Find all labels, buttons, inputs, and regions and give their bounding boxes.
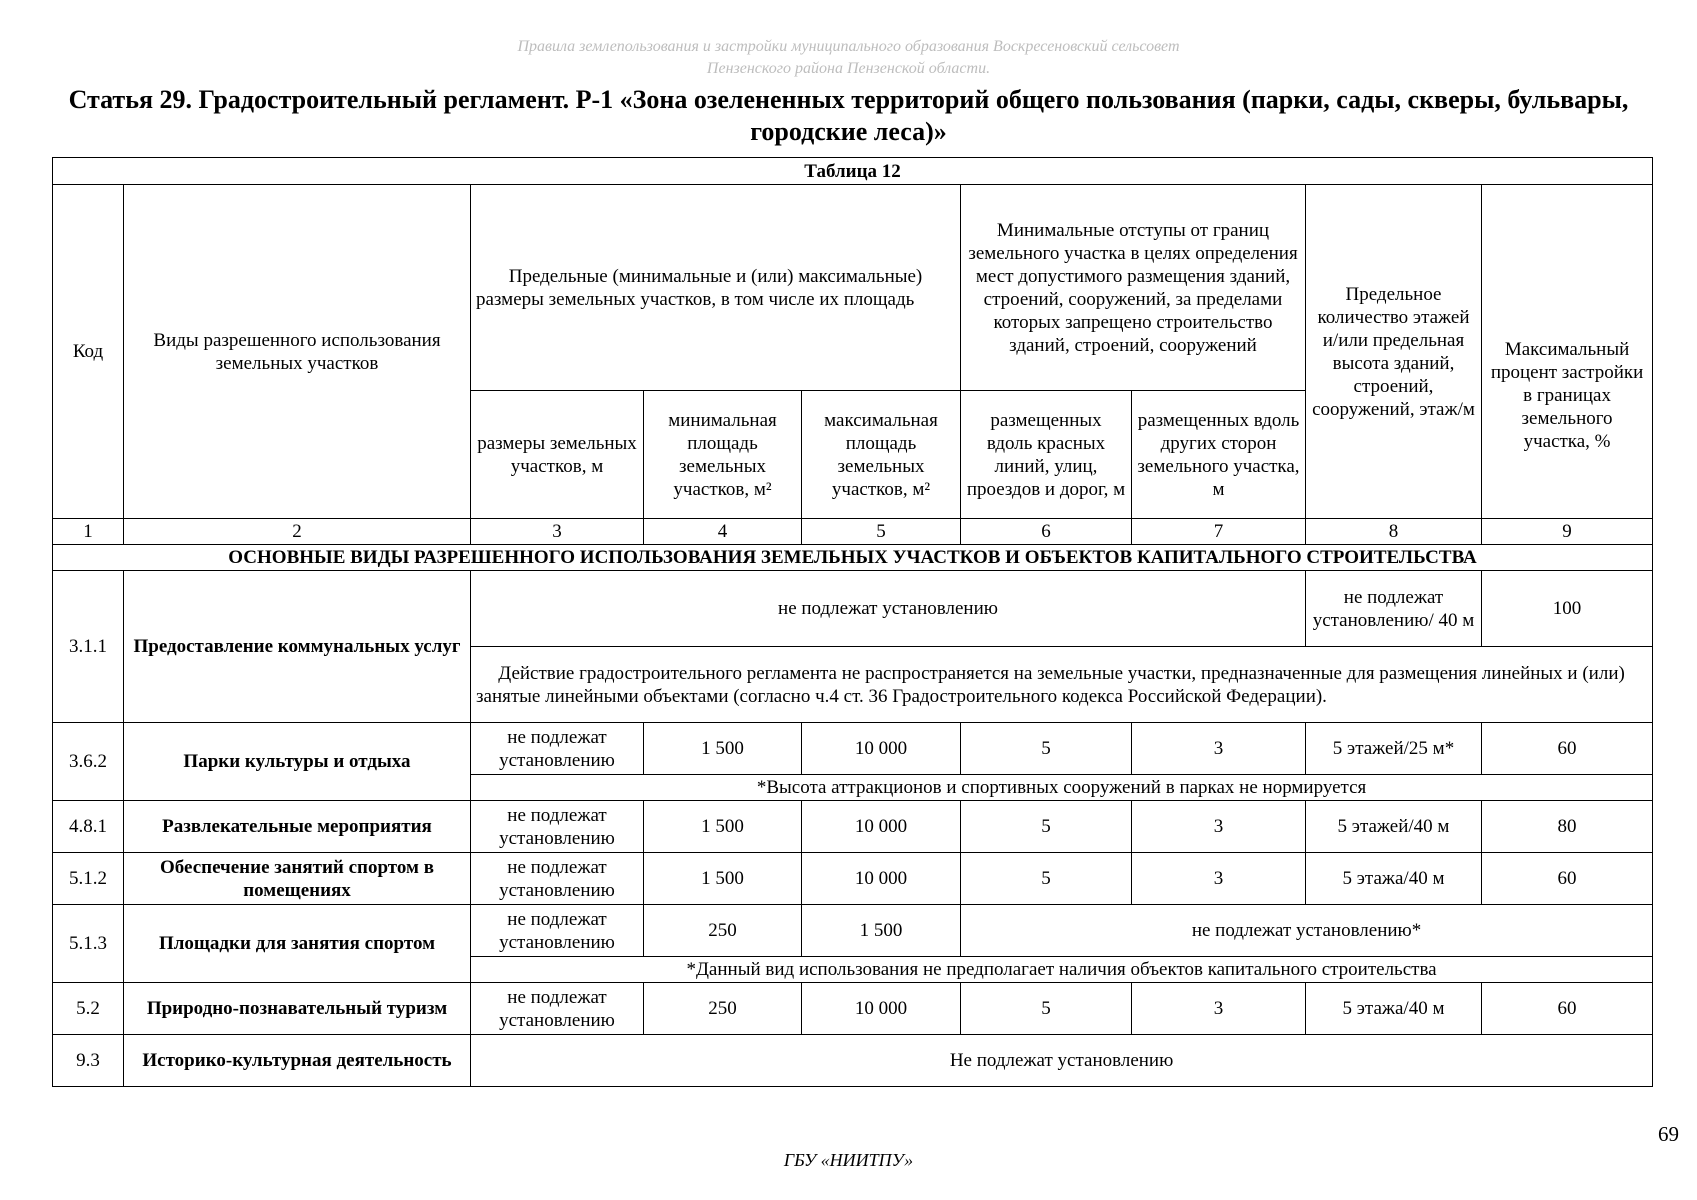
row-size: не подлежат установлению bbox=[471, 853, 644, 905]
header-setback-other: размещенных вдоль других сторон земельного участка, м bbox=[1132, 391, 1306, 519]
row-max-area: 10 000 bbox=[802, 853, 961, 905]
row-code: 9.3 bbox=[53, 1035, 124, 1087]
row-note: *Высота аттракционов и спортивных сооружений в парках не нормируется bbox=[471, 775, 1653, 801]
column-number: 8 bbox=[1306, 519, 1482, 545]
row-min-area: 1 500 bbox=[644, 723, 802, 775]
table-row bbox=[53, 801, 1653, 853]
header-use: Виды разрешенного использования земельных участков bbox=[124, 185, 471, 519]
row-setback-red: 5 bbox=[961, 723, 1132, 775]
row-name: Развлекательные мероприятия bbox=[124, 801, 471, 853]
table-row bbox=[53, 983, 1653, 1035]
table-row bbox=[53, 723, 1653, 775]
row-min-area: 250 bbox=[644, 983, 802, 1035]
row-code: 5.2 bbox=[53, 983, 124, 1035]
row-setback-other: 3 bbox=[1132, 723, 1306, 775]
table-row bbox=[53, 905, 1653, 957]
row-setback-red: 5 bbox=[961, 853, 1132, 905]
header-max-area: максимальная площадь земельных участков, м² bbox=[802, 391, 961, 519]
row-merged-value: Не подлежат установлению bbox=[471, 1035, 1653, 1087]
header-coverage: Максимальный процент застройки в границах земельного участка, % bbox=[1482, 185, 1653, 519]
section-title: ОСНОВНЫЕ ВИДЫ РАЗРЕШЕННОГО ИСПОЛЬЗОВАНИЯ ЗЕМЕЛЬНЫХ УЧАСТКОВ И ОБЪЕКТОВ КАПИТАЛЬНОГО СТРОИТЕЛЬСТВА bbox=[53, 545, 1653, 571]
row-coverage: 60 bbox=[1482, 983, 1653, 1035]
row-name: Парки культуры и отдыха bbox=[124, 723, 471, 801]
row-max-area: 10 000 bbox=[802, 983, 961, 1035]
row-size: не подлежат установлению bbox=[471, 983, 644, 1035]
row-setback-other: 3 bbox=[1132, 853, 1306, 905]
row-min-area: 1 500 bbox=[644, 801, 802, 853]
document-header-line-1: Правила землепользования и застройки муниципального образования Воскресеновский сельсовет bbox=[517, 38, 1180, 55]
row-max-area: 10 000 bbox=[802, 723, 961, 775]
table-label: Таблица 12 bbox=[53, 158, 1653, 185]
row-code: 3.1.1 bbox=[53, 571, 124, 723]
row-coverage: 60 bbox=[1482, 853, 1653, 905]
row-setback-red: 5 bbox=[961, 801, 1132, 853]
row-floors: 5 этажа/40 м bbox=[1306, 853, 1482, 905]
table-row bbox=[53, 571, 1653, 647]
table-row bbox=[53, 1035, 1653, 1087]
row-name: Обеспечение занятий спортом в помещениях bbox=[124, 853, 471, 905]
row-merged-value: не подлежат установлению* bbox=[961, 905, 1653, 957]
header-sizes-group: Предельные (минимальные и (или) максимальные) размеры земельных участков, в том числе их площадь bbox=[471, 185, 961, 391]
column-number: 4 bbox=[644, 519, 802, 545]
table-row bbox=[53, 853, 1653, 905]
row-max-area: 1 500 bbox=[802, 905, 961, 957]
row-name: Площадки для занятия спортом bbox=[124, 905, 471, 983]
row-size: не подлежат установлению bbox=[471, 801, 644, 853]
article-title: Статья 29. Градостроительный регламент. Р-1 «Зона озелененных территорий общего пользования (парки, сады, скверы, бульвары, городские леса)» bbox=[68, 85, 1629, 146]
row-code: 5.1.3 bbox=[53, 905, 124, 983]
row-note: *Данный вид использования не предполагает наличия объектов капитального строительства bbox=[471, 957, 1653, 983]
row-size: не подлежат установлению bbox=[471, 905, 644, 957]
row-code: 5.1.2 bbox=[53, 853, 124, 905]
column-number: 7 bbox=[1132, 519, 1306, 545]
row-floors: не подлежат установлению/ 40 м bbox=[1306, 571, 1482, 647]
header-setback-red: размещенных вдоль красных линий, улиц, проездов и дорог, м bbox=[961, 391, 1132, 519]
row-floors: 5 этажа/40 м bbox=[1306, 983, 1482, 1035]
header-floors: Предельное количество этажей и/или предельная высота зданий, строений, сооружений, этаж/м bbox=[1306, 185, 1482, 519]
column-number: 6 bbox=[961, 519, 1132, 545]
row-name: Природно-познавательный туризм bbox=[124, 983, 471, 1035]
row-floors: 5 этажей/25 м* bbox=[1306, 723, 1482, 775]
row-coverage: 60 bbox=[1482, 723, 1653, 775]
header-code: Код bbox=[53, 185, 124, 519]
regulation-table bbox=[52, 157, 1653, 1087]
row-setback-red: 5 bbox=[961, 983, 1132, 1035]
row-merged-value: не подлежат установлению bbox=[471, 571, 1306, 647]
column-number: 5 bbox=[802, 519, 961, 545]
column-number: 3 bbox=[471, 519, 644, 545]
row-floors: 5 этажей/40 м bbox=[1306, 801, 1482, 853]
row-setback-other: 3 bbox=[1132, 983, 1306, 1035]
row-coverage: 80 bbox=[1482, 801, 1653, 853]
document-header-line-2: Пензенского района Пензенской области. bbox=[706, 60, 991, 77]
row-min-area: 1 500 bbox=[644, 853, 802, 905]
page-number: 69 bbox=[1658, 1122, 1679, 1146]
row-code: 3.6.2 bbox=[53, 723, 124, 801]
row-name: Историко-культурная деятельность bbox=[124, 1035, 471, 1087]
column-number: 1 bbox=[53, 519, 124, 545]
row-max-area: 10 000 bbox=[802, 801, 961, 853]
header-min-area: минимальная площадь земельных участков, м² bbox=[644, 391, 802, 519]
page-footer: ГБУ «НИИТПУ» bbox=[783, 1150, 914, 1170]
row-code: 4.8.1 bbox=[53, 801, 124, 853]
header-size-m: размеры земельных участков, м bbox=[471, 391, 644, 519]
row-setback-other: 3 bbox=[1132, 801, 1306, 853]
column-number: 2 bbox=[124, 519, 471, 545]
row-note: Действие градостроительного регламента не распространяется на земельные участки, предназначенные для размещения линейных и (или) занятые линейными объектами (согласно ч.4 ст. 36 Градостроительного кодекса Российской Федерации). bbox=[471, 647, 1653, 723]
column-number: 9 bbox=[1482, 519, 1653, 545]
row-coverage: 100 bbox=[1482, 571, 1653, 647]
row-min-area: 250 bbox=[644, 905, 802, 957]
header-setback-group: Минимальные отступы от границ земельного участка в целях определения мест допустимого размещения зданий, строений, сооружений, за пределами которых запрещено строительство зданий, строений, сооружений bbox=[961, 185, 1306, 391]
row-size: не подлежат установлению bbox=[471, 723, 644, 775]
row-name: Предоставление коммунальных услуг bbox=[124, 571, 471, 723]
